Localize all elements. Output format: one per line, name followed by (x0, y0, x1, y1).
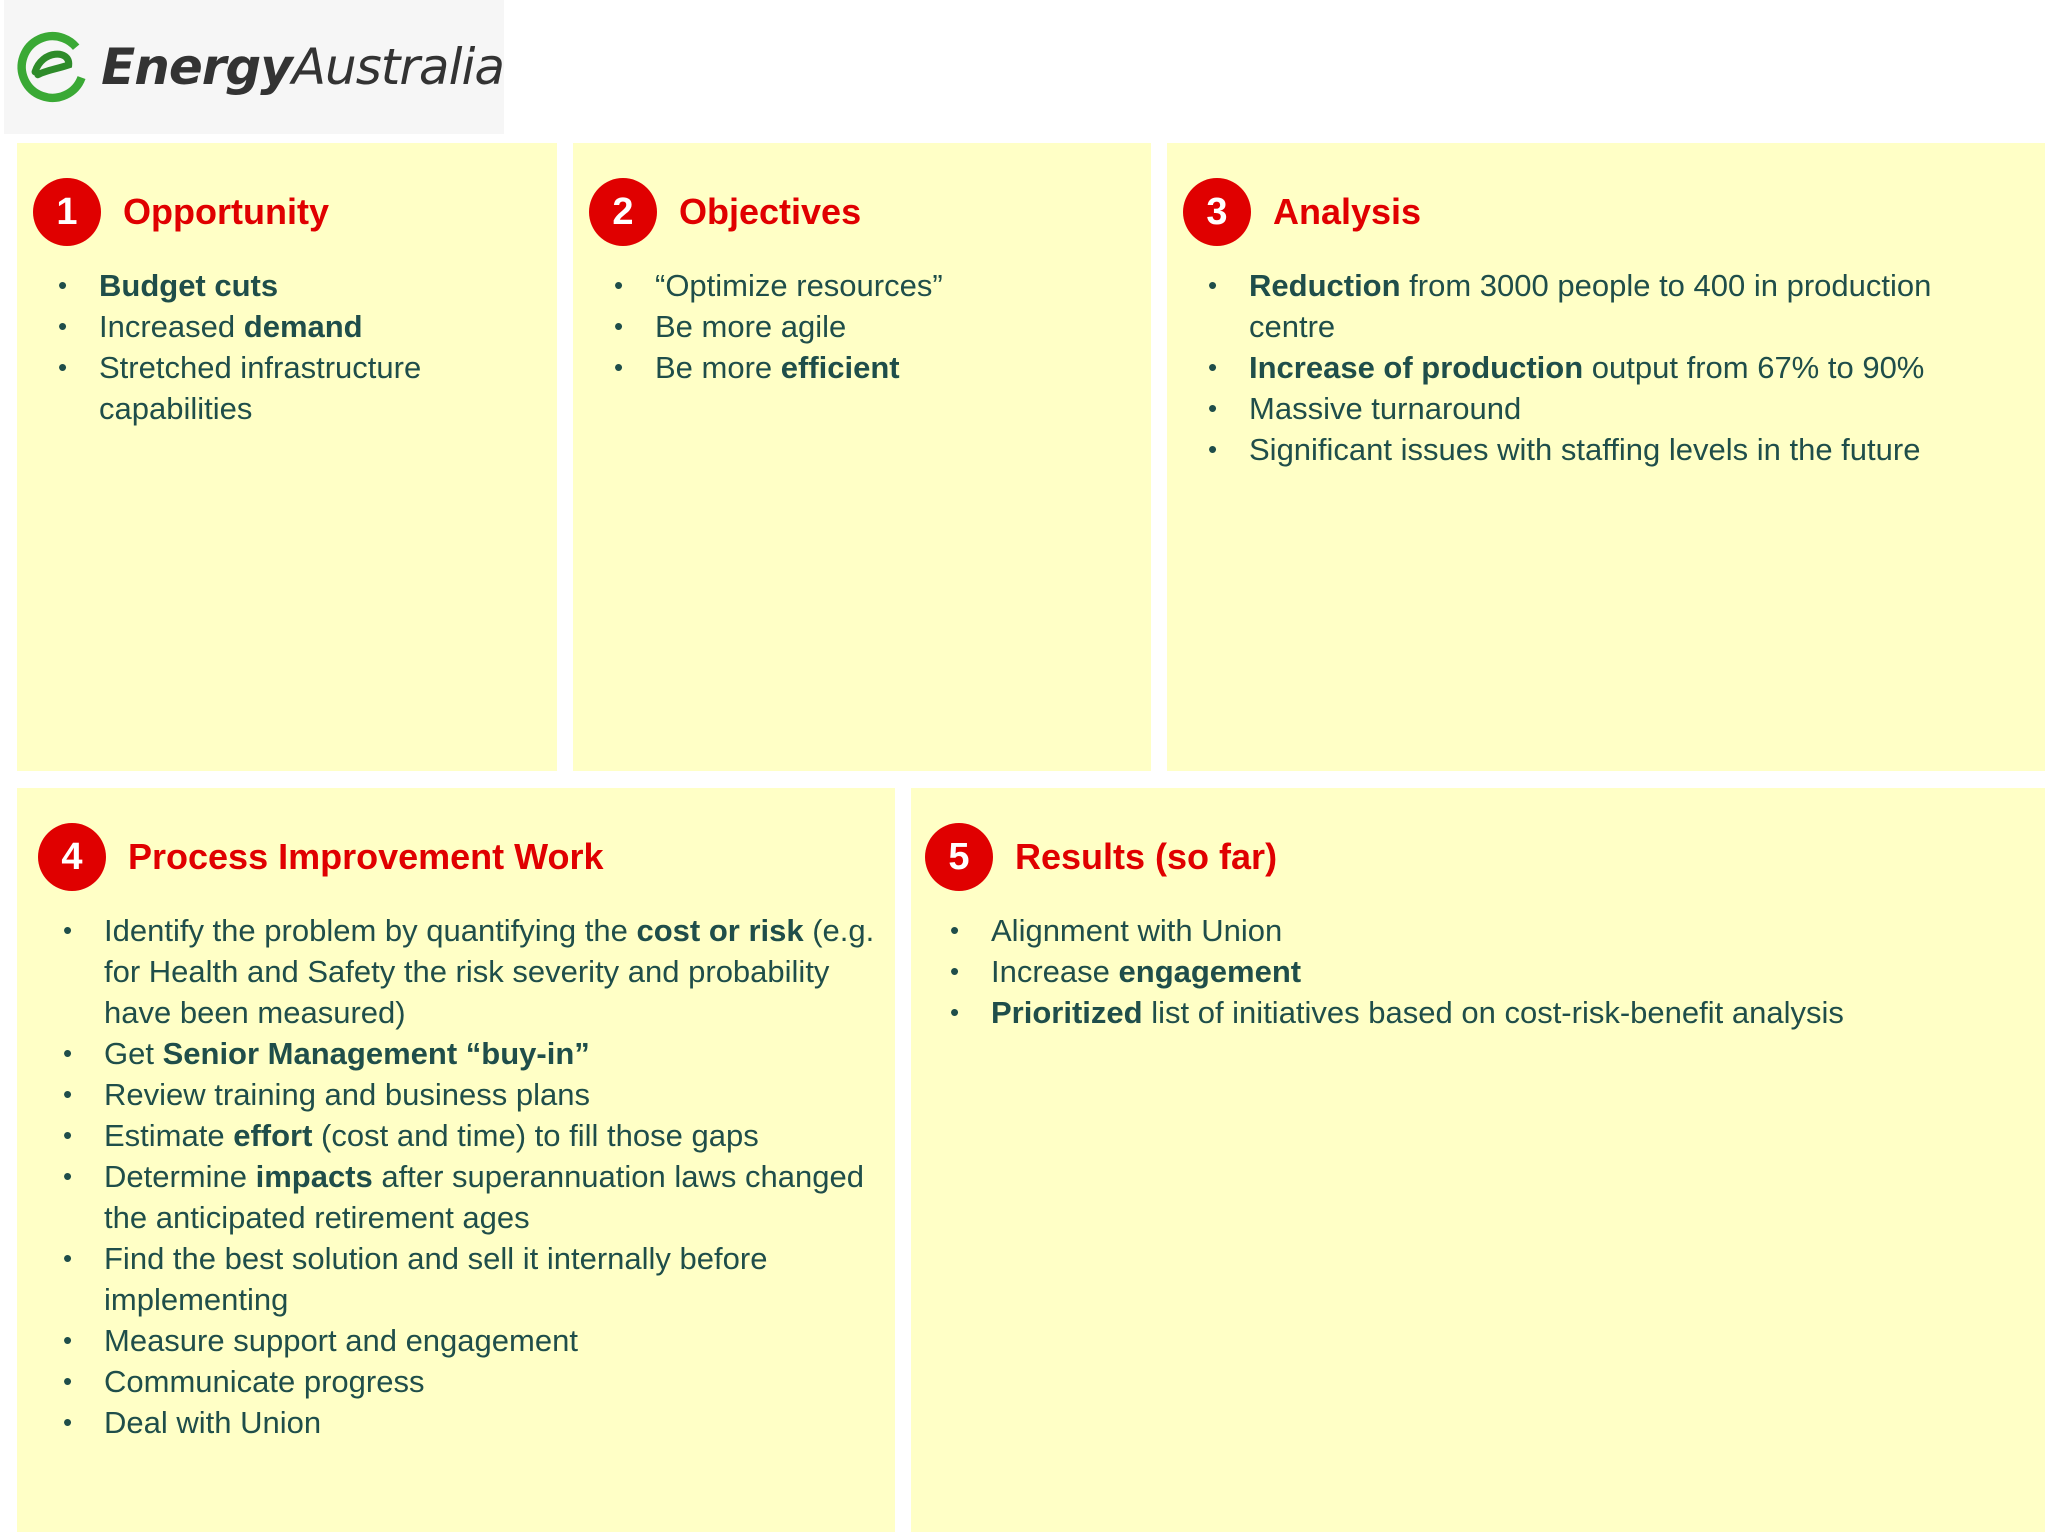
bullet-dot-icon: • (63, 1161, 73, 1191)
bullet-item (925, 992, 2045, 1033)
bold-text: efficient (780, 350, 900, 385)
bullet-dot-icon: • (63, 1120, 73, 1150)
text: Increase (991, 954, 1119, 989)
bullet-dot-icon: • (950, 956, 960, 986)
bullet-dot-icon: • (1208, 352, 1218, 382)
bullet-item (1183, 429, 2045, 470)
panel-objectives (573, 143, 1151, 771)
bullet-item (925, 951, 2045, 992)
text: Be more agile (655, 309, 847, 344)
panel-title: Analysis (1273, 191, 1422, 232)
bullet-item (38, 1402, 895, 1443)
text: Deal with Union (104, 1405, 322, 1440)
text: Measure support and engagement (104, 1323, 578, 1358)
panel-header (925, 822, 2045, 892)
bullet-item (38, 1238, 895, 1320)
text: Determine (104, 1159, 256, 1194)
panel-results (911, 788, 2045, 1532)
step-number-badge: 4 (38, 823, 106, 891)
bold-text: cost or risk (636, 913, 804, 948)
panel-analysis (1167, 143, 2045, 771)
bullet-dot-icon: • (1208, 393, 1218, 423)
step-number-badge: 2 (589, 178, 657, 246)
bullet-item (589, 347, 1151, 388)
bullet-item (589, 306, 1151, 347)
panel-title: Process Improvement Work (128, 836, 604, 877)
text: Stretched infrastructure capabilities (99, 350, 422, 426)
text: after superannuation laws changed the anticipated retirement ages (104, 1159, 864, 1235)
bullet-dot-icon: • (63, 1325, 73, 1355)
panel-header (589, 177, 1151, 247)
bullet-list (38, 910, 895, 1443)
bullet-dot-icon: • (58, 311, 68, 341)
bullet-list (925, 910, 2045, 1033)
bullet-item (589, 265, 1151, 306)
bullet-dot-icon: • (1208, 270, 1218, 300)
bullet-dot-icon: • (614, 311, 624, 341)
step-number-badge: 1 (33, 178, 101, 246)
bullet-item (38, 1320, 895, 1361)
bullet-dot-icon: • (950, 997, 960, 1027)
bullet-item (925, 910, 2045, 951)
bullet-item (38, 910, 895, 1033)
bullet-list (1183, 265, 2045, 470)
panel-title: Results (so far) (1015, 836, 1278, 877)
bullet-dot-icon: • (63, 1038, 73, 1068)
bullet-dot-icon: • (63, 1079, 73, 1109)
bullet-dot-icon: • (63, 915, 73, 945)
text: Increased (99, 309, 244, 344)
text: Estimate (104, 1118, 234, 1153)
panel-header (1183, 177, 2045, 247)
bullet-item (1183, 388, 2045, 429)
bullet-dot-icon: • (58, 352, 68, 382)
bullet-dot-icon: • (63, 1243, 73, 1273)
text: Identify the problem by quantifying the (104, 913, 637, 948)
panel-header (33, 177, 557, 247)
text: output from 67% to 90% (1583, 350, 1925, 385)
bullet-list (33, 265, 557, 429)
bold-text: Prioritized (991, 995, 1143, 1030)
bullet-item (1183, 347, 2045, 388)
text: Review training and business plans (104, 1077, 590, 1112)
bullet-dot-icon: • (63, 1407, 73, 1437)
company-logo (4, 0, 504, 134)
text: Get (104, 1036, 163, 1071)
bold-text: engagement (1118, 954, 1302, 989)
bullet-item (38, 1361, 895, 1402)
bold-text: demand (243, 309, 363, 344)
bold-text: Increase of production (1249, 350, 1584, 385)
text: (e.g. for Health and Safety the risk severity and probability have been measured) (104, 913, 875, 1030)
bullet-dot-icon: • (614, 352, 624, 382)
bullet-item (38, 1115, 895, 1156)
bullet-dot-icon: • (1208, 434, 1218, 464)
bullet-item (33, 306, 557, 347)
bold-text: Reduction (1249, 268, 1401, 303)
panel-process-improvement (17, 788, 895, 1532)
bullet-dot-icon: • (614, 270, 624, 300)
bullet-dot-icon: • (950, 915, 960, 945)
bold-text: Budget cuts (99, 268, 279, 303)
bullet-dot-icon: • (63, 1366, 73, 1396)
panel-header (38, 822, 895, 892)
logo-wordmark: EnergyAustralia (101, 38, 504, 96)
text: from 3000 people to 400 in production centre (1249, 268, 1932, 344)
text: Significant issues with staffing levels in the future (1249, 432, 1921, 467)
step-number-badge: 3 (1183, 178, 1251, 246)
bullet-item (1183, 265, 2045, 347)
bullet-item (33, 347, 557, 429)
bullet-item (38, 1156, 895, 1238)
bullet-item (33, 265, 557, 306)
text: Alignment with Union (991, 913, 1283, 948)
text: Find the best solution and sell it internally before implementing (104, 1241, 768, 1317)
text: list of initiatives based on cost-risk-benefit analysis (1142, 995, 1844, 1030)
text: Be more (655, 350, 781, 385)
panel-title: Objectives (679, 191, 862, 232)
bold-text: impacts (255, 1159, 373, 1194)
energyaustralia-logo-icon (14, 12, 91, 122)
text: Massive turnaround (1249, 391, 1522, 426)
bullet-item (38, 1074, 895, 1115)
bullet-dot-icon: • (58, 270, 68, 300)
panel-opportunity (17, 143, 557, 771)
text: Communicate progress (104, 1364, 425, 1399)
bold-text: Senior Management “buy-in” (162, 1036, 590, 1071)
panel-title: Opportunity (123, 191, 329, 232)
text: “Optimize resources” (655, 268, 943, 303)
step-number-badge: 5 (925, 823, 993, 891)
bullet-list (589, 265, 1151, 388)
text: (cost and time) to fill those gaps (312, 1118, 759, 1153)
bold-text: effort (233, 1118, 313, 1153)
bullet-item (38, 1033, 895, 1074)
